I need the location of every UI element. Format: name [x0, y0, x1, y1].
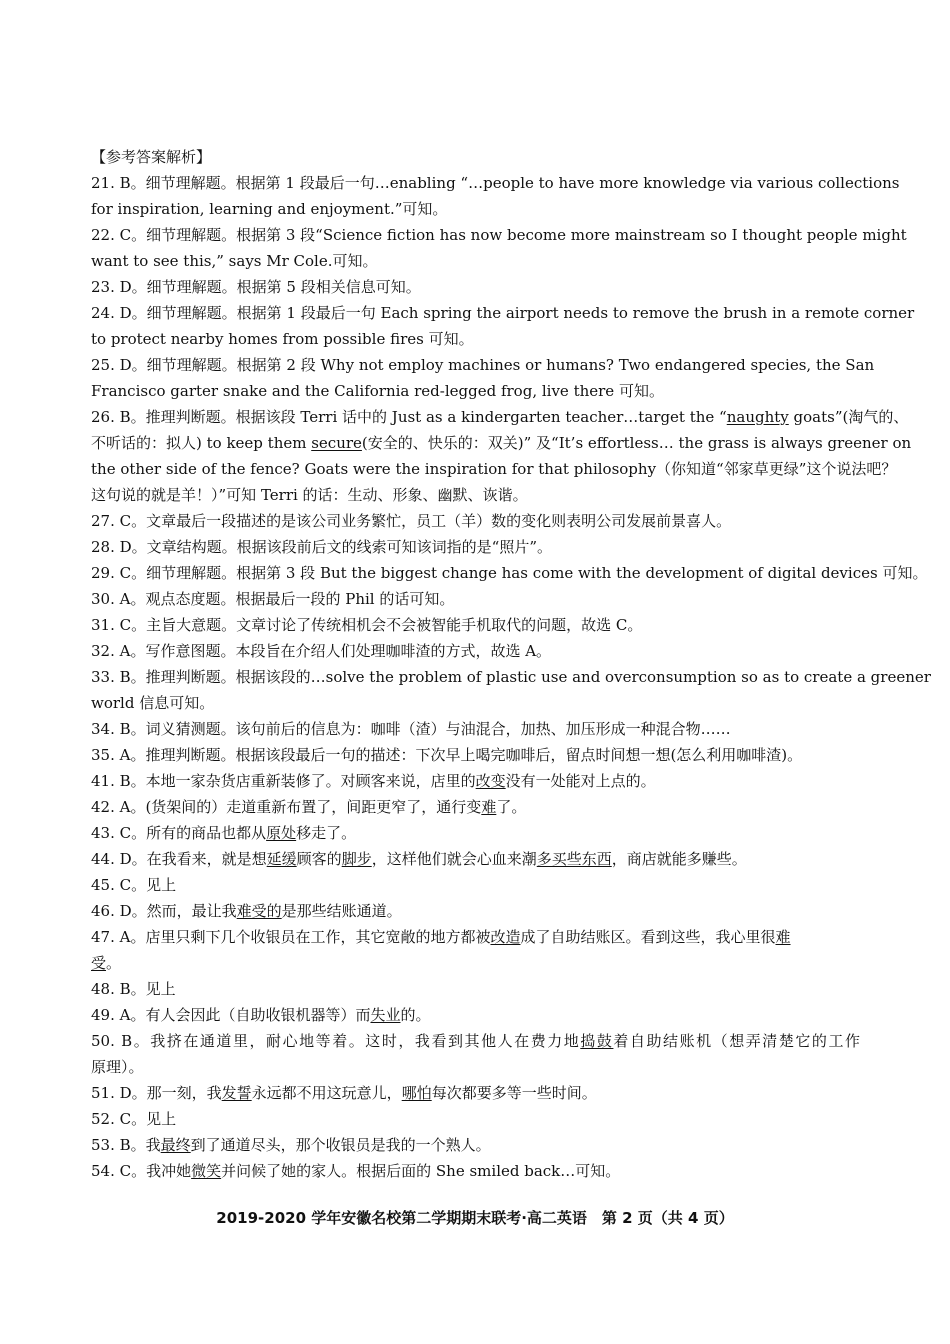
answer-line: 47. A。店里只剩下几个收银员在工作，其它宽敞的地方都被改造成了自助结账区。看到这些，我心里很难	[91, 928, 791, 946]
answer-line: 50. B。我挤在通道里，耐心地等着。这时，我看到其他人在费力地捣鼓着自助结账机（想弄清楚它的工作	[91, 1032, 860, 1050]
answer-line: 不听话的：拟人) to keep them secure(安全的、快乐的：双关)” 及“It’s effortless… the grass is always greener on	[91, 434, 912, 452]
answer-line: 41. B。本地一家杂货店重新装修了。对顾客来说，店里的改变没有一处能对上点的。	[91, 772, 656, 790]
answer-line: 43. C。所有的商品也都从原处移走了。	[91, 824, 357, 842]
answer-line: 29. C。细节理解题。根据第 3 段 But the biggest change has come with the development of digital devices 可知。	[91, 564, 928, 582]
answer-lines	[91, 170, 931, 1184]
answer-line: world 信息可知。	[91, 694, 215, 712]
underlined-term: 脚步	[341, 850, 372, 868]
underlined-term: 多买些东西	[536, 850, 612, 868]
answer-line: 32. A。写作意图题。本段旨在介绍人们处理咖啡渣的方式，故选 A。	[91, 642, 552, 660]
answer-line: 28. D。文章结构题。根据该段前后文的线索可知该词指的是“照片”。	[91, 538, 552, 556]
underlined-term: secure	[311, 434, 362, 452]
answer-line: to protect nearby homes from possible fires 可知。	[91, 330, 474, 348]
answer-line: 49. A。有人会因此（自助收银机器等）而失业的。	[91, 1006, 431, 1024]
answer-line: 22. C。细节理解题。根据第 3 段“Science fiction has now become more mainstream so I thought people might	[91, 226, 907, 244]
answer-line: 27. C。文章最后一段描述的是该公司业务繁忙，员工（羊）数的变化则表明公司发展前景喜人。	[91, 512, 732, 530]
answer-line: 53. B。我最终到了通道尽头，那个收银员是我的一个熟人。	[91, 1136, 491, 1154]
underlined-term: 最终	[160, 1136, 191, 1154]
underlined-term: 延缓	[266, 850, 297, 868]
underlined-term: naughty	[726, 408, 789, 426]
underlined-term: 捣鼓	[580, 1032, 614, 1050]
underlined-term: 难	[481, 798, 497, 816]
answer-line: Francisco garter snake and the California red-legged frog, live there 可知。	[91, 382, 664, 400]
answer-line: 24. D。细节理解题。根据第 1 段最后一句 Each spring the airport needs to remove the brush in a remote corner	[91, 304, 915, 322]
answer-line: the other side of the fence? Goats were the inspiration for that philosophy（你知道“邻家草更绿”这个说法吧？	[91, 460, 897, 478]
underlined-term: 改变	[475, 772, 506, 790]
answer-line: 52. C。见上	[91, 1110, 177, 1128]
underlined-term: 失业	[370, 1006, 401, 1024]
answer-line: 25. D。细节理解题。根据第 2 段 Why not employ machines or humans? Two endangered species, the San	[91, 356, 875, 374]
answer-line: 23. D。细节理解题。根据第 5 段相关信息可知。	[91, 278, 421, 296]
answer-analysis	[91, 144, 931, 1184]
underlined-term: 难	[775, 928, 791, 946]
section-heading: 【参考答案解析】	[91, 148, 212, 166]
answer-line: 这句说的就是羊！）”可知 Terri 的话：生动、形象、幽默、诙谐。	[91, 486, 528, 504]
answer-line: 21. B。细节理解题。根据第 1 段最后一句…enabling “…people to have more knowledge via various collections	[91, 174, 900, 192]
answer-line: 35. A。推理判断题。根据该段最后一句的描述：下次早上喝完咖啡后，留点时间想一想(怎么利用咖啡渣)。	[91, 746, 803, 764]
answer-line: 34. B。词义猜测题。该句前后的信息为：咖啡（渣）与油混合，加热、加压形成一种混合物……	[91, 720, 731, 738]
underlined-term: 微笑	[191, 1162, 222, 1180]
answer-line: 44. D。在我看来，就是想延缓顾客的脚步，这样他们就会心血来潮多买些东西，商店就能多赚些。	[91, 850, 747, 868]
underlined-term: 原处	[266, 824, 297, 842]
answer-line: 30. A。观点态度题。根据最后一段的 Phil 的话可知。	[91, 590, 455, 608]
answer-line: 受。	[91, 954, 122, 972]
answer-line: 46. D。然而，最让我难受的是那些结账通道。	[91, 902, 402, 920]
answer-line: 原理）。	[91, 1058, 144, 1076]
underlined-term: 难受的	[236, 902, 282, 920]
underlined-term: 改造	[490, 928, 521, 946]
answer-line: 51. D。那一刻，我发誓永远都不用这玩意儿，哪怕每次都要多等一些时间。	[91, 1084, 597, 1102]
underlined-term: 哪怕	[401, 1084, 432, 1102]
answer-line: 26. B。推理判断题。根据该段 Terri 话中的 Just as a kindergarten teacher…target the “naughty goats”(淘气的、	[91, 408, 909, 426]
answer-line: for inspiration, learning and enjoyment.”可知。	[91, 200, 448, 218]
answer-line: 48. B。见上	[91, 980, 176, 998]
answer-line: 31. C。主旨大意题。文章讨论了传统相机会不会被智能手机取代的问题，故选 C。	[91, 616, 643, 634]
answer-line: 33. B。推理判断题。根据该段的…solve the problem of plastic use and overconsumption so as to create a greener	[91, 668, 931, 686]
page-footer: 2019-2020 学年安徽名校第二学期期末联考·高二英语 第 2 页（共 4 页）	[216, 1209, 734, 1227]
answer-line: want to see this,” says Mr Cole.可知。	[91, 252, 378, 270]
answer-line: 54. C。我冲她微笑并问候了她的家人。根据后面的 She smiled back…可知。	[91, 1162, 621, 1180]
answer-line: 42. A。(货架间的）走道重新布置了，间距更窄了，通行变难了。	[91, 798, 527, 816]
underlined-term: 发誓	[221, 1084, 252, 1102]
underlined-term: 受	[91, 954, 107, 972]
answer-line: 45. C。见上	[91, 876, 177, 894]
